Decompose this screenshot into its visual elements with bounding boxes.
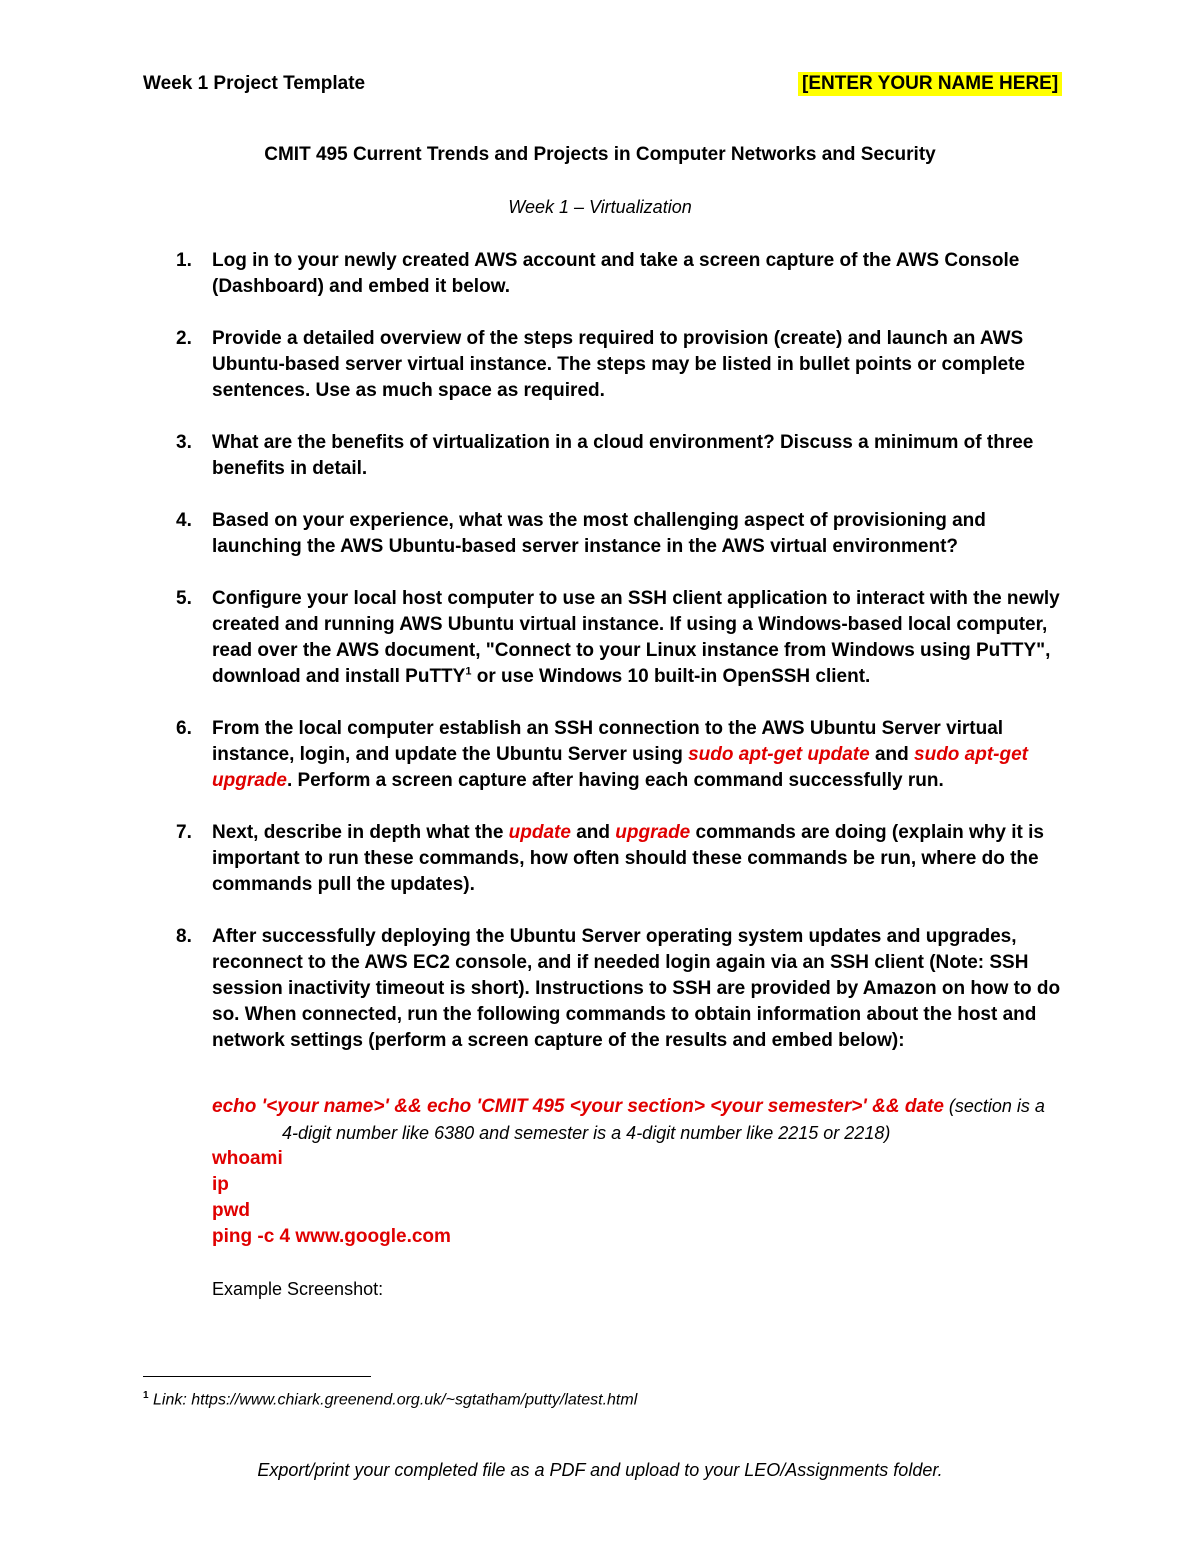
item-number: 7. bbox=[176, 822, 192, 843]
command-upgrade: sudo apt-get upgrade bbox=[212, 744, 1029, 791]
list-item bbox=[172, 430, 1062, 482]
item-number: 3. bbox=[176, 432, 192, 453]
footnote-text: Link: https://www.chiark.greenend.org.uk/~sgtatham/putty/latest.html bbox=[148, 1391, 638, 1409]
item-text: Based on your experience, what was the most challenging aspect of provisioning and launching the AWS Ubuntu-based server instance in the AWS virtual environment? bbox=[212, 510, 986, 557]
list-item bbox=[172, 716, 1062, 794]
keyword-update: update bbox=[508, 822, 571, 843]
item-text: From the local computer establish an SSH connection to the AWS Ubuntu Server virtual instance, login, and update the Ubuntu Server using bbox=[212, 718, 1004, 765]
item-number: 8. bbox=[176, 926, 192, 947]
item-text-and: and bbox=[869, 744, 915, 765]
header-name-placeholder: [ENTER YOUR NAME HERE] bbox=[798, 72, 1062, 96]
page-footer: Export/print your completed file as a PDF and upload to your LEO/Assignments folder. bbox=[257, 1460, 943, 1480]
item-number: 2. bbox=[176, 328, 192, 349]
item-number: 6. bbox=[176, 718, 192, 739]
list-item bbox=[172, 326, 1062, 404]
item-text: Next, describe in depth what the bbox=[212, 822, 509, 843]
task-list bbox=[172, 248, 1062, 1080]
command-whoami: whoami bbox=[212, 1148, 283, 1169]
item-text: After successfully deploying the Ubuntu Server operating system updates and upgrades, reconnect to the AWS EC2 console, and if needed login again via an SSH client (Note: SSH session inactivity timeout is short). Instructions to SSH are provided by Amazon on how to do so. When connected, run the following commands to obtain information about the host and network settings (perform a screen capture of the results and embed below): bbox=[212, 926, 1061, 1051]
item-number: 5. bbox=[176, 588, 192, 609]
item-text-and: and bbox=[570, 822, 616, 843]
footnote-reference: 1 bbox=[465, 665, 472, 678]
list-item bbox=[172, 924, 1062, 1054]
example-screenshot-label: Example Screenshot: bbox=[212, 1279, 384, 1299]
item-text-end: . Perform a screen capture after having each command successfully run. bbox=[286, 770, 944, 791]
footnote bbox=[143, 1390, 637, 1409]
command-block bbox=[212, 1093, 1072, 1250]
list-item bbox=[172, 586, 1062, 690]
item-number: 4. bbox=[176, 510, 192, 531]
command-echo: echo '<your name>' && echo 'CMIT 495 <your section> <your semester>' && date bbox=[212, 1096, 944, 1117]
list-item bbox=[172, 248, 1062, 300]
command-note: (section is a bbox=[943, 1096, 1045, 1116]
command-line-echo bbox=[212, 1093, 1072, 1120]
item-number: 1. bbox=[176, 250, 192, 271]
command-update: sudo apt-get update bbox=[688, 744, 870, 765]
list-item bbox=[172, 508, 1062, 560]
page-subtitle: Week 1 – Virtualization bbox=[508, 197, 692, 217]
item-text: What are the benefits of virtualization in a cloud environment? Discuss a minimum of three benefits in detail. bbox=[212, 432, 1034, 479]
footnote-separator bbox=[143, 1376, 371, 1377]
command-pwd: pwd bbox=[212, 1200, 250, 1221]
item-text-end: commands are doing (explain why it is important to run these commands, how often should these commands be run, where do the commands pull the updates). bbox=[212, 822, 1044, 895]
keyword-upgrade: upgrade bbox=[615, 822, 691, 843]
command-ip: ip bbox=[212, 1174, 229, 1195]
page-title: CMIT 495 Current Trends and Projects in Computer Networks and Security bbox=[264, 144, 936, 165]
item-text-continued: or use Windows 10 built-in OpenSSH client. bbox=[471, 666, 871, 687]
item-text: Provide a detailed overview of the steps required to provision (create) and launch an AWS Ubuntu-based server virtual instance. The steps may be listed in bullet points or complete sentences. Use as much space as required. bbox=[212, 328, 1025, 401]
header-template-title: Week 1 Project Template bbox=[143, 73, 366, 94]
item-text: Log in to your newly created AWS account and take a screen capture of the AWS Console (Dashboard) and embed it below. bbox=[212, 250, 1020, 297]
command-ping: ping -c 4 www.google.com bbox=[212, 1226, 451, 1247]
footnote-mark: 1 bbox=[143, 1390, 149, 1401]
item-text: Configure your local host computer to use an SSH client application to interact with the newly created and running AWS Ubuntu virtual instance. If using a Windows-based local computer, read over the AWS document, "Connect to your Linux instance from Windows using PuTTY", download and install PuTTY bbox=[212, 588, 1060, 687]
list-item bbox=[172, 820, 1062, 898]
command-note-continued: 4-digit number like 6380 and semester is a 4-digit number like 2215 or 2218) bbox=[282, 1123, 891, 1143]
